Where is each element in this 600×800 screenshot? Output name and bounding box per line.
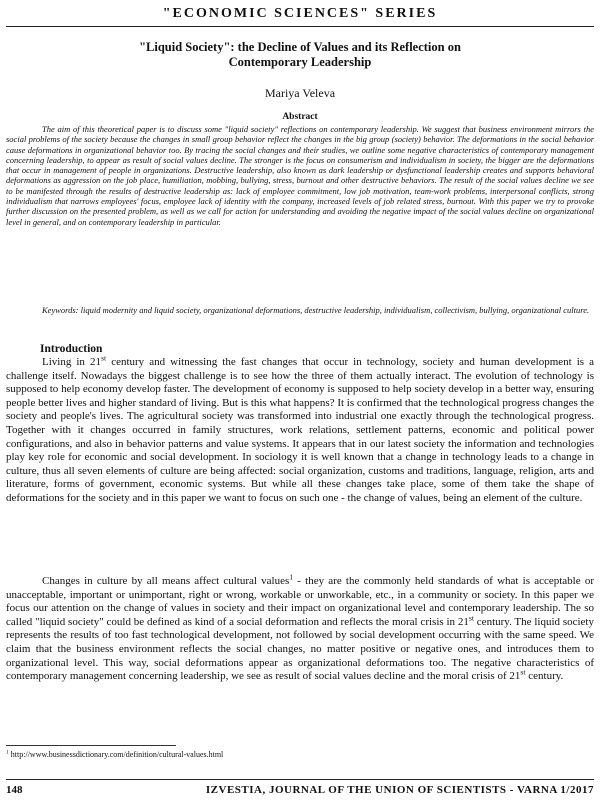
author-name: Mariya Veleva bbox=[264, 86, 336, 100]
p2-text-a: Changes in culture by all means affect cultural values bbox=[42, 575, 290, 587]
keywords-text: Keywords: liquid modernity and liquid society, organizational deformations, destructive leadership, individualism, collectivism, bullying, organizational culture. bbox=[42, 305, 590, 315]
footer-rule bbox=[6, 779, 594, 780]
title-line-2: Contemporary Leadership bbox=[228, 55, 372, 69]
body-paragraph-2 bbox=[6, 572, 594, 684]
p2-text-b: - they are the commonly held standards of what is acceptable or unacceptable, important or unimportant, right or wrong, workable or unworkable, etc., in a community or society. In this paper we focus our attention on the change of values in society and their impact on organizational level and contemporary leadership. The so called "liquid society" could be defined as kind of a social deformation and reflects the moral crisis in 21 bbox=[6, 575, 594, 628]
p2-text-d: century. bbox=[525, 670, 564, 683]
series-header: "ECONOMIC SCIENCES" SERIES bbox=[162, 6, 438, 21]
p2-sup-2: st bbox=[468, 613, 474, 623]
section-heading-introduction: Introduction bbox=[40, 343, 103, 355]
article-title bbox=[40, 40, 560, 70]
page-number: 148 bbox=[6, 784, 23, 796]
footnote-rule bbox=[6, 745, 176, 746]
p1-text-b: century and witnessing the fast changes that occur in technology, society and human development is a challenge itself. Nowadays the biggest challenge is to see how the three of them actually interact. The evolution of technology is supposed to help economy develop faster. The development of economy is supposed to help society develop in a better way, ensuring people better lives and higher standard of living. But is this what happens? It is confirmed that the technological progress changes the society and people's lives. The agricultural society was transformed into industrial one exactly through the technological progress. Together with it changes occurred in family structures, work relations, settlement patterns, economic and political power configurations, and also in behavior patterns and value systems. It appears that in our latest society the information and technologies play key role for economic and social development. In sociology it is well known that a change in technology leads to a change in culture, thus all seven elements of culture are being affected: social organization, customs and traditions, language, religion, arts and literature, forms of government, economic systems. But while all these changes take place, some of them take the shape of deformations for the society and in this paper we want to focus on such one - the change of values, being an element of the culture. bbox=[6, 356, 595, 504]
p1-text-a: Living in 21 bbox=[42, 356, 101, 368]
title-line-1: "Liquid Society": the Decline of Values and its Reflection on bbox=[139, 40, 461, 54]
abstract-heading: Abstract bbox=[282, 112, 318, 122]
footnote-link[interactable]: http://www.businessdictionary.com/definition/cultural-values.html bbox=[8, 750, 224, 759]
footnote bbox=[6, 750, 223, 759]
journal-name: IZVESTIA, JOURNAL OF THE UNION OF SCIENTISTS - VARNA 1/2017 bbox=[205, 784, 594, 796]
p2-sup-3: st bbox=[520, 667, 526, 677]
p1-sup: st bbox=[101, 353, 107, 363]
header-rule bbox=[6, 26, 594, 27]
footnote-ref[interactable]: 1 bbox=[289, 572, 294, 582]
abstract-text: The aim of this theoretical paper is to discuss some "liquid society" reflections on contemporary leadership. We suggest that business environment mirrors the social problems of the society because the changes in small group behavior reflect the changes in the big group (society) behavior. The deformations in the social behavior cause deformations in organizational behavior too. By tracing the social changes and their studies, we outline some negative characteristics of contemporary management concerning leadership, to appear as result of social values decline. The stronger is the focus on consumerism and individualism in society, the bigger are the deformations that occur in management of people in organizations. Destructive leadership, also known as dark leadership or dysfunctional leadership creates and supports behavioral deformations as aggression on the job place, humiliation, mobbing, bullying, stress, burnout and other destructive behaviors. The result of the social values decline we see to be manifested through the results of destructive leadership as: lack of employee commitment, low job motivation, team-work problems, interpersonal conflicts, strong individualism that narrows employees' focus, employee lack of identity with the company, increased levels of job related stress, burnout. With this paper we try to provoke further discussion on the presented problem, as well as we call for action for understanding and avoiding the negative impact of the social values decline on organizational level in general, and on contemporary leadership in particular. bbox=[6, 124, 594, 227]
body-paragraph-1 bbox=[6, 353, 595, 506]
p2-text-c: century. The liquid society represents the results of too fast technological development, not followed by social development occurring with the same speed. We claim that the business environment reflects the social changes, no matter positive or negative ones, and introduces them to organizational level. This way, social deformations appear as organizational deformations too. The negative characteristics of contemporary management concerning leadership, we see as result of social values decline and the moral crisis of 21 bbox=[6, 615, 594, 683]
footnote-marker: 1 bbox=[6, 749, 9, 756]
